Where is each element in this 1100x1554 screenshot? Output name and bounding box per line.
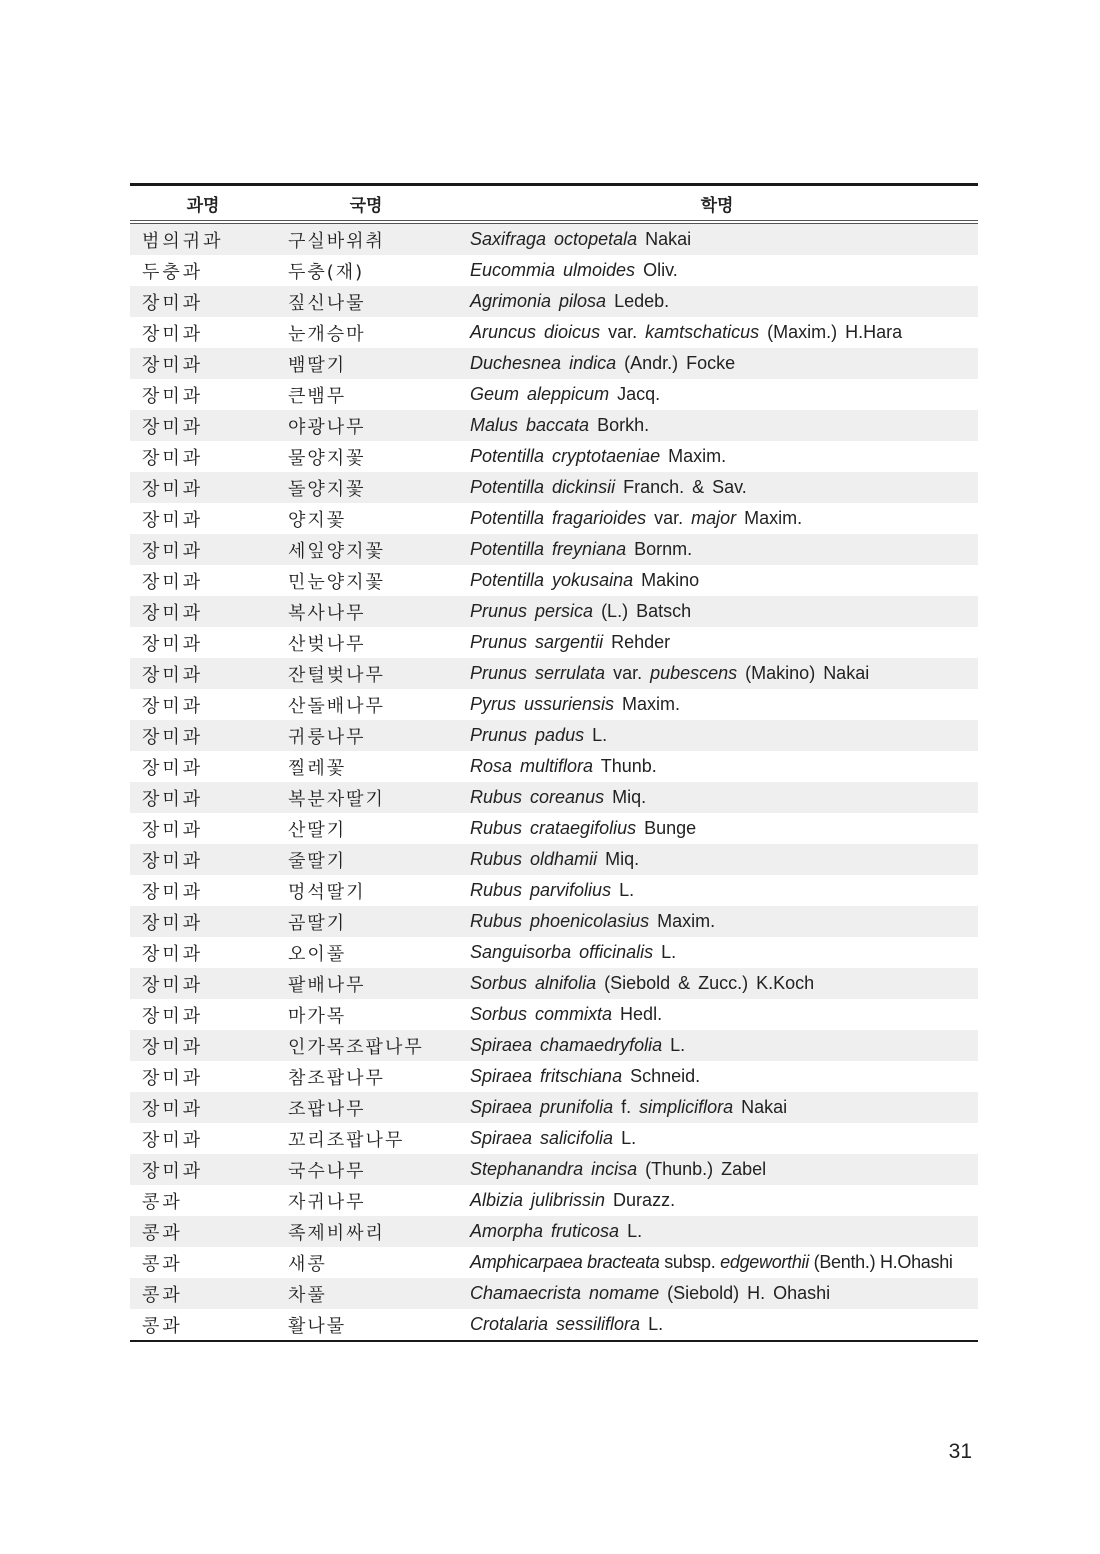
scientific-name-author: Oliv. [635,260,678,280]
table-row [130,534,978,565]
scientific-name-author: (Thunb.) Zabel [637,1159,767,1179]
scientific-name-author: Bunge [636,818,697,838]
scientific-name-cell [456,782,978,813]
scientific-name-author: Durazz. [605,1190,676,1210]
family-cell: 장미과 [130,968,276,999]
scientific-name-cell [456,472,978,503]
scientific-name-italic: Rubus coreanus [470,787,605,807]
korean-name-cell: 오이풀 [288,943,347,965]
scientific-name-italic: Amphicarpaea bracteata [470,1252,660,1272]
family-cell: 장미과 [142,819,204,841]
korean-name-cell: 새콩 [288,1253,327,1275]
scientific-name-author: Rehder [603,632,671,652]
family-cell: 장미과 [130,472,276,503]
table-row [130,1092,978,1123]
table-row [130,627,978,658]
header-row [130,185,978,223]
korean-name-cell: 민눈양지꽃 [288,571,385,593]
scientific-name-italic: Prunus padus [470,725,585,745]
family-cell: 범의귀과 [130,222,276,255]
family-cell: 장미과 [142,1129,204,1151]
scientific-name-italic: Potentilla fragarioides [470,508,647,528]
family-cell: 장미과 [142,943,204,965]
scientific-name-cell [456,410,978,441]
scientific-name-author: (Siebold & Zucc.) K.Koch [596,973,815,993]
scientific-name-cell [456,751,978,782]
scientific-name-cell [456,720,978,751]
scientific-name-cell [456,1185,978,1216]
scientific-name-cell [456,286,978,317]
family-cell: 두충과 [142,261,204,283]
korean-name-cell: 꼬리조팝나무 [288,1129,405,1151]
scientific-name-italic: Spiraea prunifolia [470,1097,614,1117]
korean-name-cell: 돌양지꽃 [276,472,456,503]
scientific-name-italic: Potentilla freyniana [470,539,627,559]
korean-name-cell: 물양지꽃 [288,447,366,469]
scientific-name-italic: Spiraea fritschiana [470,1066,623,1086]
scientific-name-cell [456,875,978,906]
header-korean-name: 국명 [276,185,456,223]
scientific-name-author: Ledeb. [606,291,670,311]
korean-name-cell: 큰뱀무 [288,385,347,407]
scientific-name-italic: Malus baccata [470,415,590,435]
family-cell: 장미과 [142,323,204,345]
scientific-name-cell [456,1278,978,1309]
table-row [130,472,978,503]
scientific-name-italic: Geum aleppicum [470,384,610,404]
korean-name-cell: 조팝나무 [276,1092,456,1123]
korean-name-cell: 줄딸기 [276,844,456,875]
scientific-name-author: Maxim. [614,694,681,714]
scientific-name-author: Franch. & Sav. [615,477,747,497]
scientific-name-italic: Spiraea chamaedryfolia [470,1035,663,1055]
scientific-name-italic: Saxifraga octopetala [470,229,638,249]
scientific-name-cell [456,222,978,255]
table-row [130,441,978,472]
family-cell: 장미과 [130,410,276,441]
family-cell: 장미과 [130,720,276,751]
family-cell: 장미과 [130,348,276,379]
family-cell: 장미과 [130,906,276,937]
table-row [130,565,978,596]
scientific-name-cell [456,968,978,999]
table-row [130,906,978,937]
scientific-name-italic: Duchesnea indica [470,353,617,373]
korean-name-cell: 복사나무 [276,596,456,627]
table-row [130,410,978,441]
scientific-name-italic: major [691,508,737,528]
scientific-name-cell [456,317,978,348]
table-row [130,348,978,379]
scientific-name-author: L. [611,880,635,900]
scientific-name-italic: Spiraea salicifolia [470,1128,614,1148]
scientific-name-italic: Albizia julibrissin [470,1190,606,1210]
scientific-name-author: Nakai [637,229,692,249]
scientific-name-italic: Potentilla dickinsii [470,477,616,497]
table-row [130,1278,978,1309]
table-row [130,999,978,1030]
scientific-name-cell [456,1247,978,1278]
header-scientific-name: 학명 [456,185,978,223]
family-cell: 콩과 [130,1216,276,1247]
scientific-name-author: L. [613,1128,637,1148]
family-cell: 장미과 [130,1154,276,1185]
korean-name-cell: 국수나무 [276,1154,456,1185]
korean-name-cell: 복분자딸기 [276,782,456,813]
scientific-name-cell [456,348,978,379]
scientific-name-author: (Makino) Nakai [737,663,870,683]
korean-name-cell: 양지꽃 [288,509,347,531]
family-cell: 장미과 [142,385,204,407]
scientific-name-italic: Prunus persica [470,601,594,621]
scientific-name-author: Maxim. [649,911,716,931]
korean-name-cell: 자귀나무 [288,1191,366,1213]
scientific-name-cell [456,1092,978,1123]
scientific-name-cell [456,813,978,844]
table-row [130,1030,978,1061]
korean-name-cell: 짚신나물 [276,286,456,317]
table-row [130,875,978,906]
scientific-name-author: Bornm. [626,539,693,559]
scientific-name-author: subsp. [659,1252,721,1272]
scientific-name-cell [456,1309,978,1341]
table-row [130,813,978,844]
scientific-name-author: Jacq. [609,384,661,404]
scientific-name-italic: Rubus parvifolius [470,880,612,900]
scientific-name-author: (Maxim.) H.Hara [759,322,903,342]
family-cell: 장미과 [142,1005,204,1027]
scientific-name-italic: Rosa multiflora [470,756,594,776]
table-row [130,596,978,627]
table-row [130,1123,978,1154]
scientific-name-author: L. [653,942,677,962]
scientific-name-italic: Chamaecrista nomame [470,1283,660,1303]
scientific-name-italic: Prunus serrulata [470,663,606,683]
scientific-name-cell [456,596,978,627]
korean-name-cell: 족제비싸리 [276,1216,456,1247]
family-cell: 장미과 [130,1092,276,1123]
table-row [130,1185,978,1216]
scientific-name-italic: Prunus sargentii [470,632,604,652]
scientific-name-italic: Sorbus alnifolia [470,973,597,993]
scientific-name-italic: Sanguisorba officinalis [470,942,654,962]
scientific-name-cell [456,565,978,596]
korean-name-cell: 멍석딸기 [288,881,366,903]
scientific-name-author: Schneid. [622,1066,701,1086]
korean-name-cell: 산벚나무 [288,633,366,655]
scientific-name-italic: Rubus crataegifolius [470,818,637,838]
scientific-name-cell [456,1123,978,1154]
page-number: 31 [948,1440,972,1463]
scientific-name-italic: Pyrus ussuriensis [470,694,615,714]
family-cell: 장미과 [130,844,276,875]
table-row [130,1247,978,1278]
scientific-name-author: Miq. [597,849,640,869]
scientific-name-author: (L.) Batsch [593,601,692,621]
family-cell: 장미과 [142,881,204,903]
header-family: 과명 [130,185,276,223]
scientific-name-cell [456,1216,978,1247]
family-cell: 장미과 [130,782,276,813]
korean-name-cell: 뱀딸기 [276,348,456,379]
korean-name-cell: 산돌배나무 [288,695,385,717]
family-cell: 콩과 [142,1315,183,1337]
scientific-name-italic: Agrimonia pilosa [470,291,607,311]
family-cell: 장미과 [142,1067,204,1089]
family-cell: 콩과 [142,1253,183,1275]
korean-name-cell: 인가목조팝나무 [276,1030,456,1061]
table-row [130,1309,978,1341]
scientific-name-author: Maxim. [736,508,803,528]
scientific-name-author: (Benth.) H.Ohashi [808,1252,953,1272]
family-cell: 장미과 [130,286,276,317]
family-cell: 장미과 [130,658,276,689]
table-row [130,286,978,317]
scientific-name-author: Makino [633,570,700,590]
table-body [130,222,978,1341]
scientific-name-cell [456,627,978,658]
scientific-name-italic: Eucommia ulmoides [470,260,636,280]
korean-name-cell: 두충(재) [288,261,365,283]
scientific-name-author: L. [619,1221,643,1241]
table-row [130,751,978,782]
scientific-name-cell [456,937,978,968]
scientific-name-cell [456,379,978,410]
korean-name-cell: 잔털벚나무 [276,658,456,689]
table-row [130,222,978,255]
scientific-name-italic: edgeworthii [720,1252,809,1272]
korean-name-cell: 참조팝나무 [288,1067,385,1089]
scientific-name-cell [456,906,978,937]
scientific-name-author: Nakai [733,1097,788,1117]
table-row [130,782,978,813]
table-row [130,689,978,720]
scientific-name-italic: Potentilla cryptotaeniae [470,446,661,466]
table-row [130,844,978,875]
scientific-name-cell [456,255,978,286]
family-cell: 장미과 [142,695,204,717]
scientific-name-cell [456,1154,978,1185]
korean-name-cell: 세잎양지꽃 [276,534,456,565]
scientific-name-author: Maxim. [660,446,727,466]
scientific-name-author: f. [613,1097,640,1117]
korean-name-cell: 차풀 [276,1278,456,1309]
scientific-name-italic: Rubus phoenicolasius [470,911,650,931]
korean-name-cell: 팥배나무 [276,968,456,999]
scientific-name-cell [456,441,978,472]
table-row [130,255,978,286]
scientific-name-author: var. [646,508,692,528]
table-row [130,968,978,999]
korean-name-cell: 마가목 [288,1005,347,1027]
scientific-name-author: var. [600,322,646,342]
plant-species-table [130,183,978,1342]
scientific-name-italic: Aruncus dioicus [470,322,601,342]
scientific-name-author: Hedl. [612,1004,663,1024]
family-cell: 장미과 [142,447,204,469]
korean-name-cell: 찔레꽃 [288,757,347,779]
family-cell: 장미과 [130,1030,276,1061]
family-cell: 장미과 [142,757,204,779]
korean-name-cell: 구실바위취 [276,222,456,255]
family-cell: 콩과 [130,1278,276,1309]
family-cell: 장미과 [142,633,204,655]
table-row [130,1061,978,1092]
scientific-name-italic: Sorbus commixta [470,1004,613,1024]
korean-name-cell: 눈개승마 [288,323,366,345]
korean-name-cell: 귀룽나무 [276,720,456,751]
scientific-name-author: var. [605,663,651,683]
table-row [130,937,978,968]
table-row [130,658,978,689]
family-cell: 장미과 [130,596,276,627]
korean-name-cell: 산딸기 [288,819,347,841]
scientific-name-cell [456,1061,978,1092]
scientific-name-author: L. [584,725,608,745]
table-row [130,1154,978,1185]
table-row [130,379,978,410]
scientific-name-author: Borkh. [589,415,650,435]
scientific-name-cell [456,1030,978,1061]
scientific-name-author: L. [640,1314,664,1334]
family-cell: 장미과 [130,534,276,565]
korean-name-cell: 곰딸기 [276,906,456,937]
scientific-name-italic: kamtschaticus [645,322,760,342]
family-cell: 장미과 [142,509,204,531]
scientific-name-italic: Potentilla yokusaina [470,570,634,590]
scientific-name-cell [456,658,978,689]
scientific-name-italic: pubescens [650,663,738,683]
table-row [130,720,978,751]
scientific-name-author: Thunb. [593,756,657,776]
table-row [130,503,978,534]
table-row [130,317,978,348]
korean-name-cell: 야광나무 [276,410,456,441]
scientific-name-cell [456,503,978,534]
scientific-name-cell [456,689,978,720]
scientific-name-author: (Andr.) Focke [616,353,736,373]
scientific-name-italic: simpliciflora [639,1097,734,1117]
scientific-name-italic: Stephanandra incisa [470,1159,638,1179]
table-header [130,185,978,223]
scientific-name-italic: Rubus oldhamii [470,849,598,869]
scientific-name-italic: Crotalaria sessiliflora [470,1314,641,1334]
family-cell: 장미과 [142,571,204,593]
scientific-name-author: Miq. [604,787,647,807]
korean-name-cell: 활나물 [288,1315,347,1337]
scientific-name-italic: Amorpha fruticosa [470,1221,620,1241]
scientific-name-author: (Siebold) H. Ohashi [659,1283,831,1303]
scientific-name-cell [456,844,978,875]
scientific-name-author: L. [662,1035,686,1055]
scientific-name-cell [456,534,978,565]
scientific-name-cell [456,999,978,1030]
table-row [130,1216,978,1247]
family-cell: 콩과 [142,1191,183,1213]
